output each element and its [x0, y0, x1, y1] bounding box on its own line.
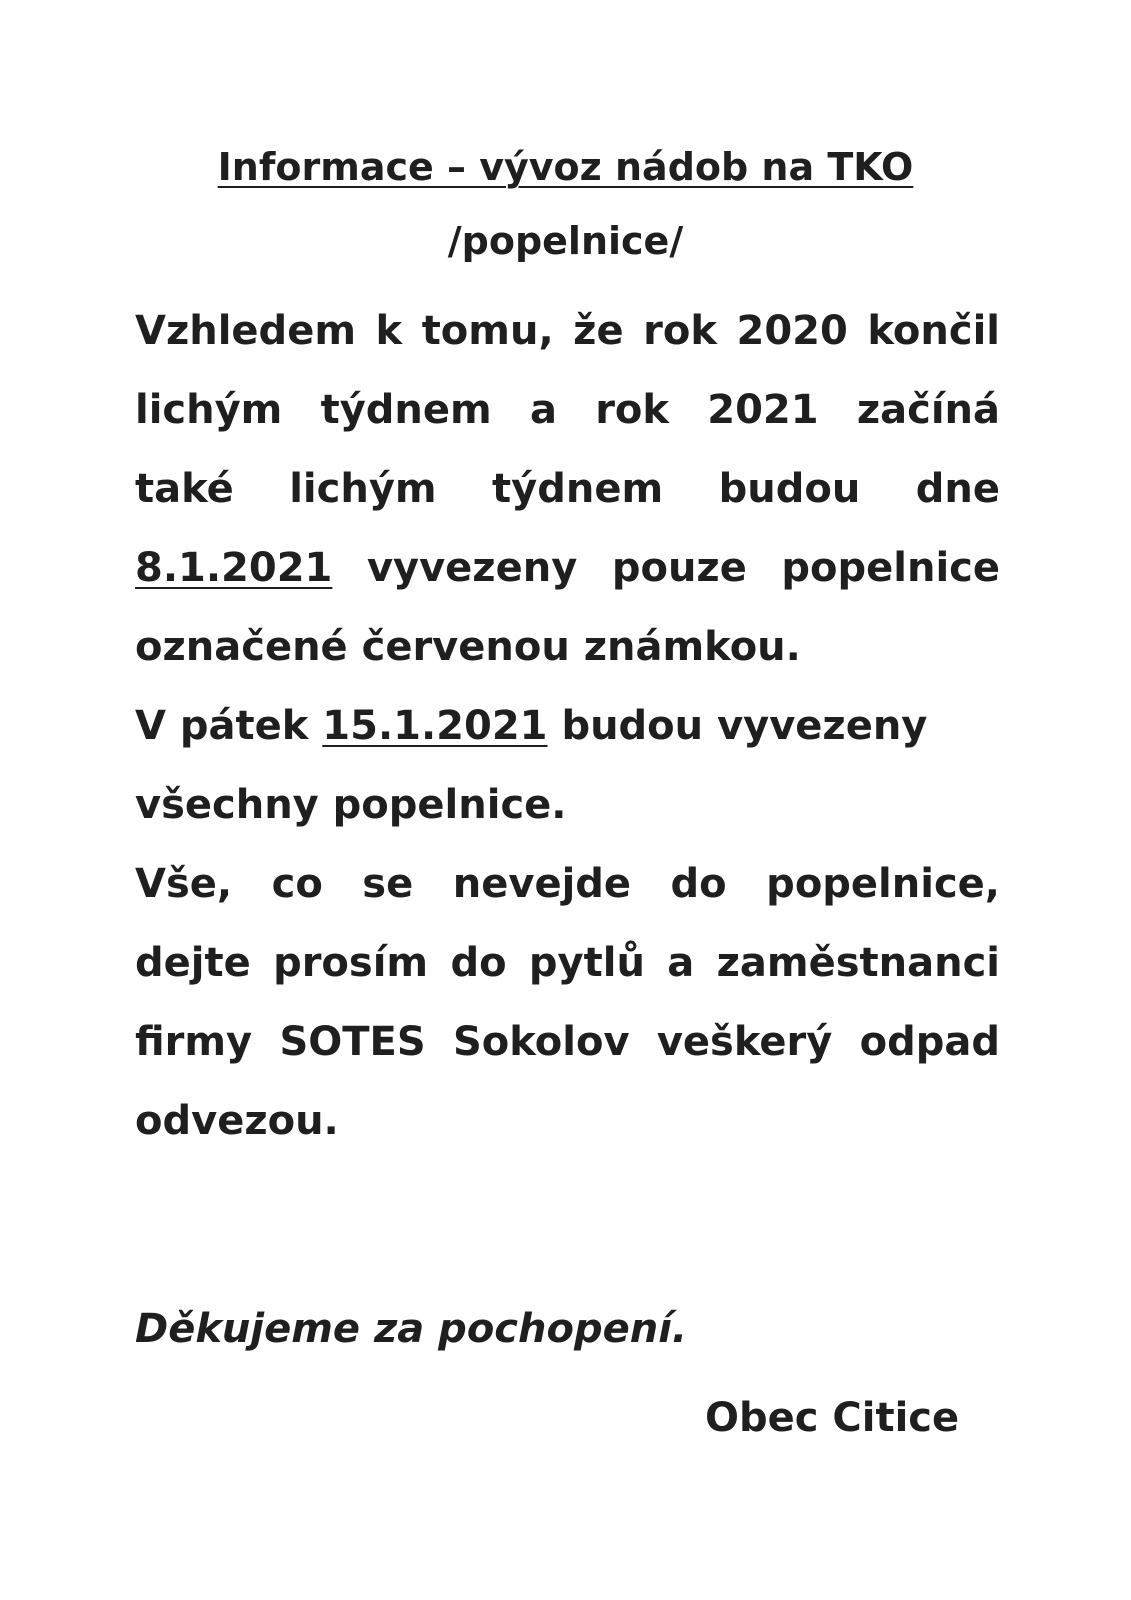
paragraph3-line2: dejte prosím do pytlů a zaměstnanci	[135, 940, 1000, 986]
collection-date-1: 8.1.2021	[135, 545, 333, 591]
paragraph1-line2: lichým týdnem a rok 2021 začíná	[135, 387, 1000, 433]
paragraph2-line1-pre: V pátek	[135, 703, 323, 749]
collection-date-2: 15.1.2021	[322, 703, 548, 749]
notice-title-text: Informace – vývoz nádob na TKO	[217, 145, 914, 189]
paragraph3-line1: Vše, co se nevejde do popelnice,	[135, 861, 1000, 907]
paragraph2-line1-post: budou vyvezeny	[547, 703, 928, 749]
paragraph2-line1	[135, 702, 1000, 750]
paragraph1-line5: označené červenou známkou.	[135, 624, 801, 670]
notice-title	[0, 144, 1131, 190]
notice-subtitle: /popelnice/	[447, 219, 684, 263]
thanks-note: Děkujeme za pochopení.	[135, 1306, 688, 1352]
signature: Obec Citice	[705, 1395, 960, 1441]
paragraph3-line4: odvezou.	[135, 1098, 339, 1144]
paragraph1-line4	[135, 544, 1000, 592]
paragraph1-line3: také lichým týdnem budou dne	[135, 466, 1000, 512]
paragraph1-line4-rest: vyvezeny pouze popelnice	[332, 545, 1000, 591]
paragraph2-line2: všechny popelnice.	[135, 782, 567, 828]
paragraph1-line1: Vzhledem k tomu, že rok 2020 končil	[135, 308, 1000, 354]
paragraph3-line3: firmy SOTES Sokolov veškerý odpad	[135, 1019, 1000, 1065]
